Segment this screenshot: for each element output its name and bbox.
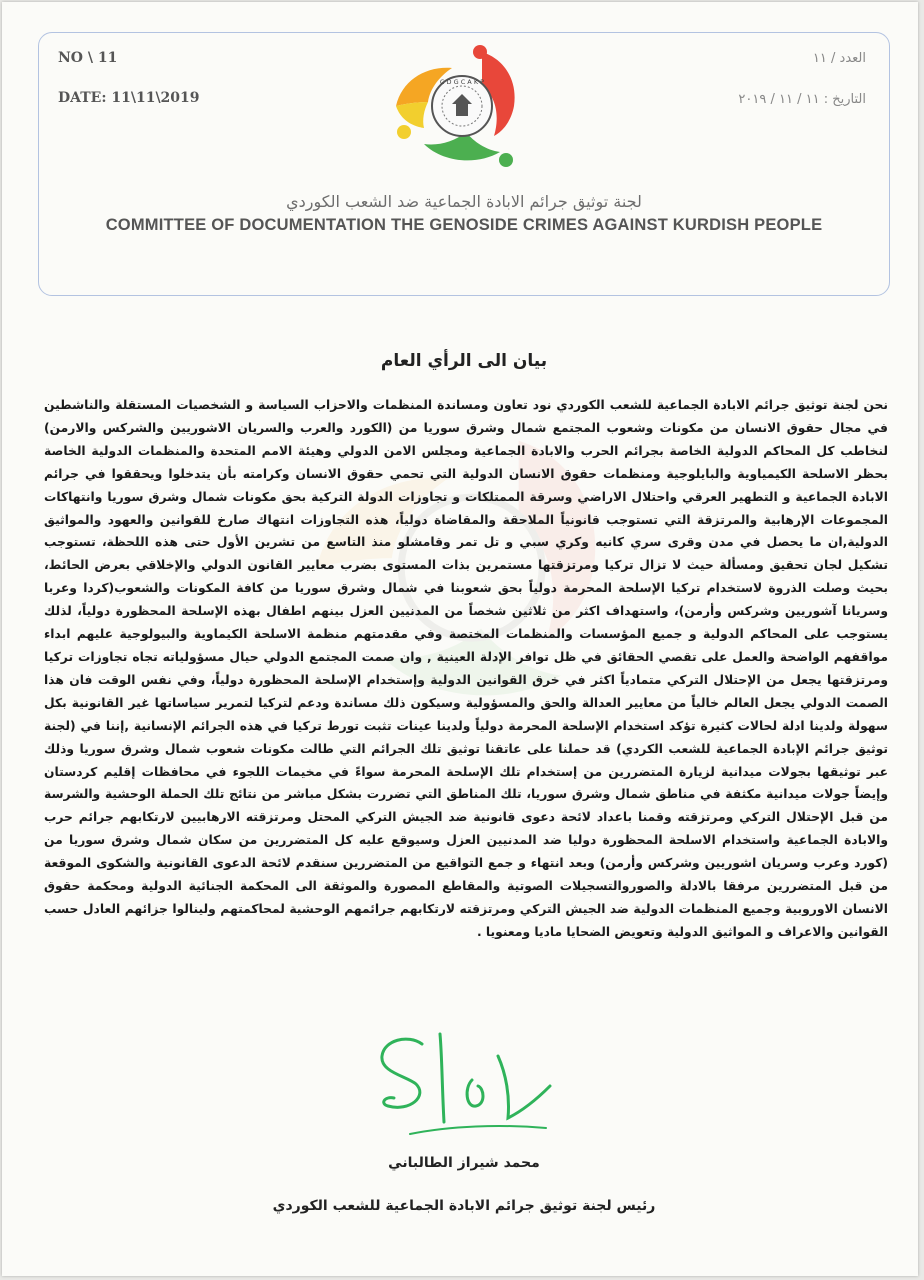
document-date-en: DATE: 11\11\2019 xyxy=(58,90,200,106)
document-page xyxy=(2,2,918,1276)
document-number-ar: العدد / ١١ xyxy=(812,51,866,66)
committee-logo xyxy=(390,44,530,176)
statement-title: بيان الى الرأي العام xyxy=(380,351,548,371)
document-number-en: NO \ 11 xyxy=(58,50,118,66)
signer-name: محمد شيراز الطالباني xyxy=(388,1155,540,1171)
committee-name-ar: لجنة توثيق جرائم الابادة الجماعية ضد الشعب الكوردي xyxy=(286,192,642,211)
committee-name-en: COMMITTEE OF DOCUMENTATION THE GENOSIDE CRIMES AGAINST KURDISH PEOPLE xyxy=(105,216,823,234)
svg-text:C D G C A K P: C D G C A K P xyxy=(439,78,485,86)
handwritten-signature xyxy=(370,1026,560,1150)
document-date-ar: التاريخ : ١١ / ١١ / ٢٠١٩ xyxy=(738,92,866,107)
signer-title: رئيس لجنة توثيق جرائم الابادة الجماعية للشعب الكوردي xyxy=(272,1198,656,1214)
statement-body: نحن لجنة توثيق جرائم الابادة الجماعية للشعب الكوردي نود تعاون ومساندة المنظمات والاحزاب السياسة و الشخصيات المستقلة والناشطين في مجال حقوق الانسان من مكونات وشعوب المجتمع شمال وشرق سوريا من (الكورد والعرب والسريان الاشوريين والشركس والارمن) لنخاطب كل المحاكم الدولية الخاصة بجرائم الحرب والابادة الجماعية ومجلس الامن الدولي وهيئة الامم المتحدة والمنظمات الدولية الخاصة بحظر الاسلحة الكيمياوية والبايلوجية ومنظمات حقوق الانسان الدولية التي تحمي حقوق الانسان وكرامته بأن يتدخلوا ويحققوا في جرائم الابادة الجماعية و التطهير العرقي واحتلال الاراضي وسرقة الممتلكات و تجاوزات الدولة التركية بحق مكونات شمال وشرق سوريا وانتهاكات المجموعات الإرهابية والمرتزقة التي تستوجب قانونياً الملاحقة والمقاضاة دولياً، هذه التجاوزات انتهاك صارخ للقوانين والعهود والمواثيق الدولية,ان ما يحصل في مدن وقرى سري كانيه وكري سبي و تل تمر وقامشلو منذ التاسع من تشرين الأول حتى هذه اللحظة، تستوجب تشكيل لجان تحقيق ومسألة حيث لا تزال تركيا ومرتزقتها مستمرين بذات المستوى بضرب معايير القانون الدولي والإخلاقي بعرض الحائط، بحيث وصلت الذروة لاستخدام تركيا الإسلحة المحرمة دولياً بحق شعوبنا في شمال وشرق سوريا من كافة المكونات والشعوب(كردا وعربا وسريانا آشوريين وشركس وأرمن)، واستهداف اكثر من ثلاثين شخصاً من المدنيين العزل بينهم اطفال بهذه الإسلحة المحظورة دولياً، لذلك يستوجب على المحاكم الدولية و جميع المؤسسات والمنظمات المختصة وفي مقدمتهم منظمة الاسلحة الكيماوية والبيولوجية عليهم ابداء مواقفهم الواضحة والعمل على تقصي الحقائق في ظل توافر الإدلة العينية , وان صمت المجتمع الدولي حيال مسؤولياته تجاه تجاوزات تركيا ومرتزقتها يجعل من الإحتلال التركي متمادياً اكثر في خرق القوانين الدولية وإستخدام الإسلحة المحظورة دولياً، وفي نفس الوقت فان هذا الصمت الدولي يجعل العالم خالياً من معايير العدالة والحق والمسؤولية وسيكون ذلك مساندة ودعم لتركيا لتمرير سياساتها غير القانونية بكل سهولة ولدينا ادلة لحالات كثيرة تؤكد استخدام الإسلحة المحرمة دولياً ولدينا عينات تثبت تورط تركيا في هذه الجرائم الإنسانية ,إننا في (لجنة توثيق جرائم الإبادة الجماعية للشعب الكردي) قد حملنا على عاتقنا توثيق تلك الجرائم التي طالت مكونات شعوب شمال وشرق سوريا وذلك عبر توثيقها بجولات ميدانية لزيارة المتضررين من إستخدام تلك الإسلحة المحرمة سواءً في مخيمات اللجوء في محافظات إقليم كردستان وإيضاً جولات ميدانية مكثفة في مناطق شمال وشرق سوريا، تلك المناطق التي تضررت بشكل مباشر من نتائج تلك الحملة الوحشية والشرسة من قبل الإحتلال التركي ومرتزقته وقمنا باعداد لائحة دعوى قانونية ضد الجيش التركي المحتل ومرتزقته الارهابيين لارتكابهم جرائم حرب والابادة الجماعية واستخدام الاسلحة المحظورة دوليا ضد المدنيين العزل وسيوقع عليه كل المتضررين من سكان شمال وشرق سوريا من (كورد وعرب وسريان اشوريين وشركس وأرمن) وبعد انتهاء و جمع التواقيع من المتضررين سنقدم لائحة الدعوى القانونية والشكوى الموقعة من قبل المتضررين مرفقا بالادلة والصوروالتسجيلات الصوتية والمقاطع المصورة والموثقة الى المحكمة الجنائية الدولية ومحكمة حقوق الانسان الاوروبية وجميع المنظمات الدولية ضد الجيش التركي ومرتزقته لارتكابهم جرائمهم الوحشية لمحاكمتهم ولينالوا جزائهم العادل حسب القوانين والاعراف و المواثيق الدولية وتعويض الضحايا ماديا ومعنويا . xyxy=(44,398,888,939)
